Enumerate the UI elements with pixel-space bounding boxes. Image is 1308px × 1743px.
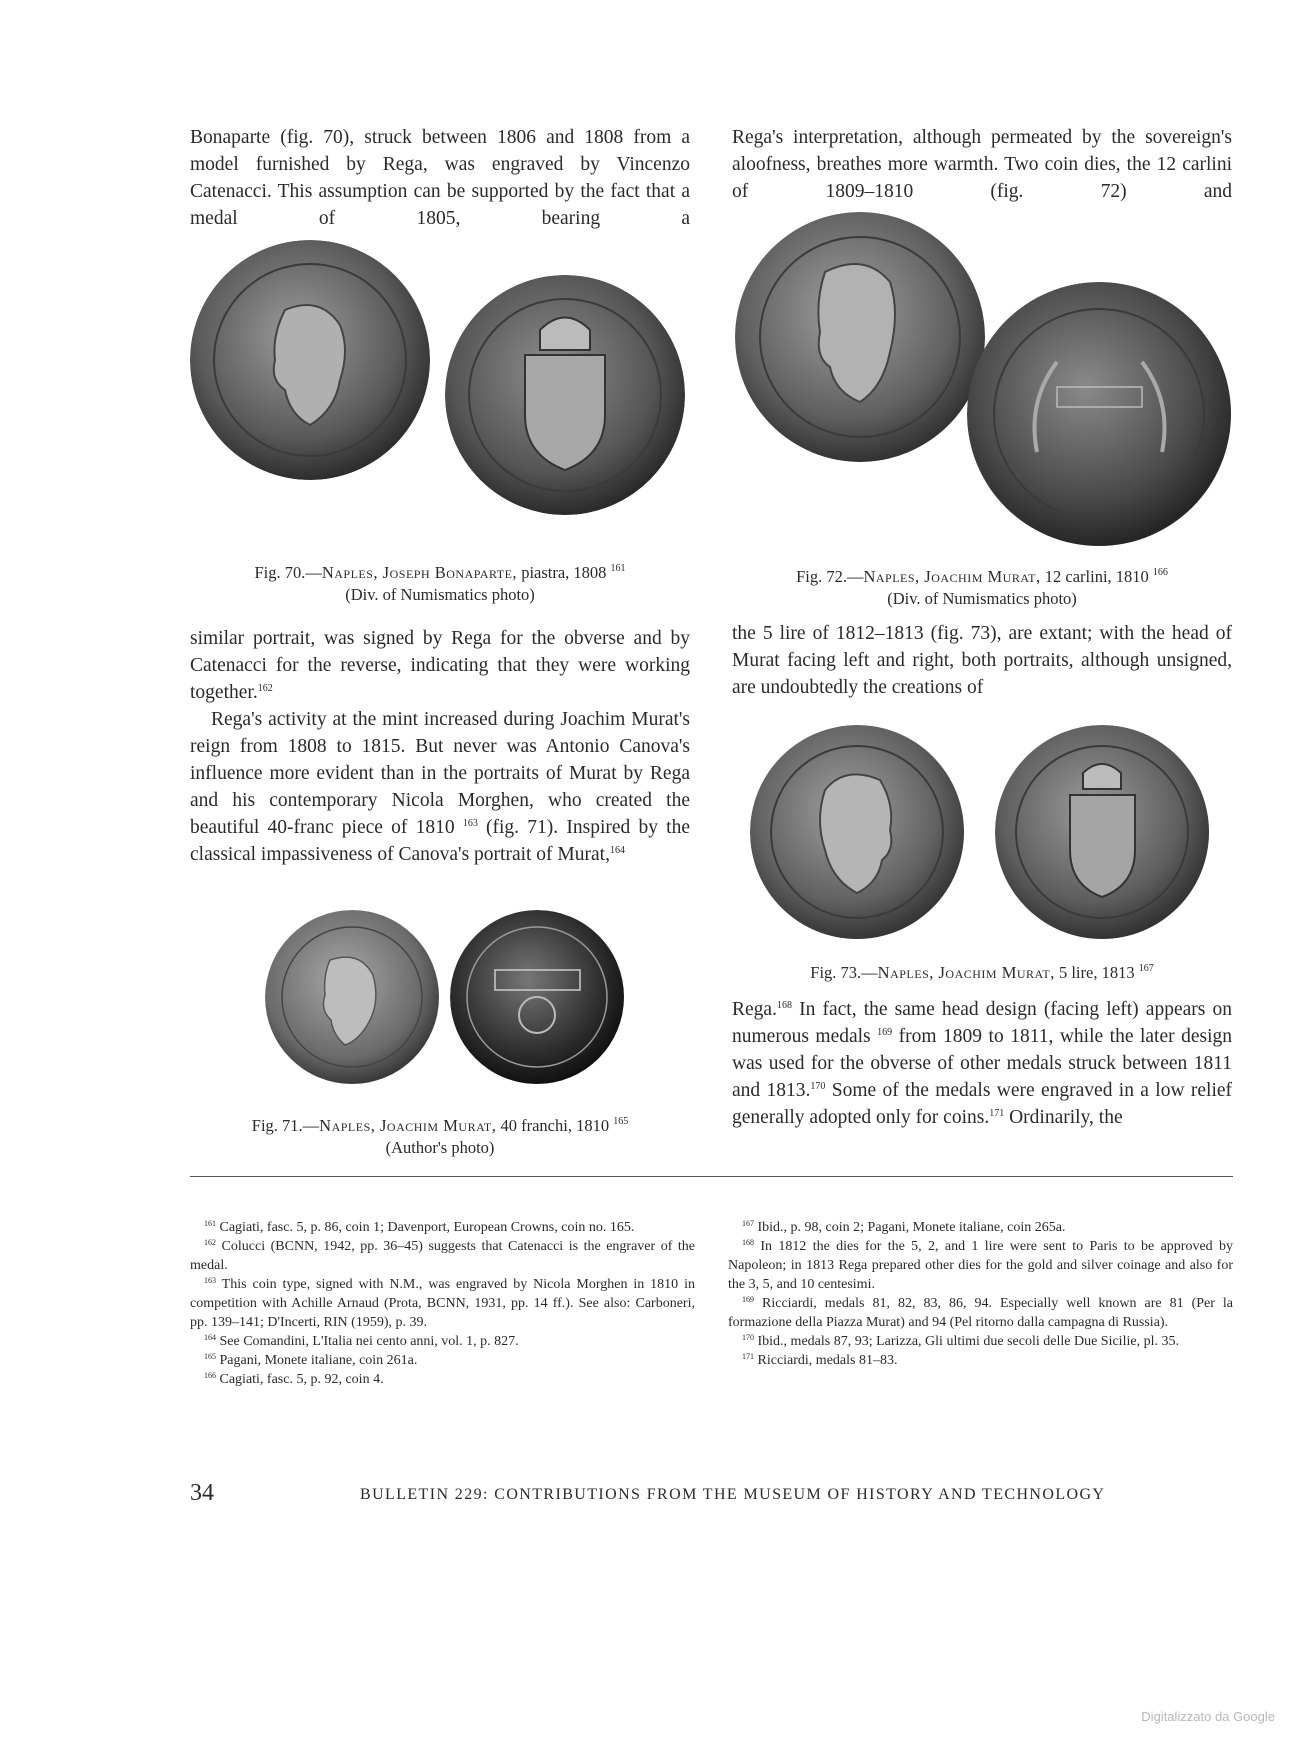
footnote <box>190 1275 695 1332</box>
footnote-number: 170 <box>742 1333 754 1342</box>
footnote-text: Pagani, Monete italiane, coin 261a. <box>219 1353 418 1368</box>
footnote-ref: 169 <box>877 1027 893 1038</box>
figure-72-caption <box>732 566 1232 610</box>
body-paragraph: similar portrait, was signed by Rega for the obverse and by Catenacci for the reverse, indicating that they were working together.$^{162}$ <box>190 628 690 703</box>
footnotes-left <box>190 1218 695 1389</box>
footnote-number: 166 <box>204 1371 216 1380</box>
caption-desc: 5 lire, 1813 <box>1058 963 1135 982</box>
body-paragraph: the 5 lire of 1812–1813 (fig. 73), are extant; with the head of Murat facing left and right, both portraits, although unsigned, are undoubtedly the creations of <box>732 623 1232 698</box>
running-footer: BULLETIN 229: CONTRIBUTIONS FROM THE MUSEUM OF HISTORY AND TECHNOLOGY <box>360 1486 1106 1503</box>
footnote-ref: 171 <box>989 1108 1005 1119</box>
footnote-number: 168 <box>742 1238 754 1247</box>
coin-obverse-image <box>735 212 985 462</box>
footnote <box>190 1332 695 1351</box>
caption-desc: 40 franchi, 1810 <box>500 1116 610 1135</box>
caption-place: Naples, Joachim Murat, <box>877 963 1055 982</box>
page-number: 34 <box>190 1480 214 1506</box>
footnote <box>728 1294 1233 1332</box>
footnote <box>728 1237 1233 1294</box>
body-paragraph: Rega.$^{168}$ In fact, the same head design (facing left) appears on numerous medals $^{169}$ from 1809 to 1811, while the later design was used for the obverse of other medals struck between 1811 and 1813.$^{170}$ Some of the medals were engraved in a low relief generally adopted only for coins.$^{171}$ Ordinarily, the <box>732 999 1233 1128</box>
caption-prefix: Fig. 73.— <box>810 963 878 982</box>
footnote <box>190 1218 695 1237</box>
body-paragraph: Rega's activity at the mint increased during Joachim Murat's reign from 1808 to 1815. But never was Antonio Canova's influence more evident than in the portraits of Murat by Rega and his contemporary Nicola Morghen, who created the beautiful 40-franc piece of 1810 $^{163}$ (fig. 71). Inspired by the classical impassiveness of Canova's portrait of Murat,$^{164}$ <box>190 709 691 865</box>
figure-73-caption <box>732 962 1232 984</box>
footnote-ref: 162 <box>257 683 273 694</box>
coin-reverse-image <box>995 725 1210 940</box>
footnotes-right <box>728 1218 1233 1370</box>
footnote-ref: 168 <box>776 1000 792 1011</box>
caption-ref: 165 <box>613 1116 629 1127</box>
footnote-text: See Comandini, L'Italia nei cento anni, vol. 1, p. 827. <box>219 1334 519 1349</box>
figure-71 <box>265 910 625 1090</box>
footnote-text: This coin type, signed with N.M., was engraved by Nicola Morghen in 1810 in competition with Achille Arnaud (Prota, BCNN, 1931, pp. 14 ff.). See also: Carboneri, pp. 139–141; D'Incerti, RIN (1959), p. 39. <box>190 1277 695 1330</box>
coin-reverse-image <box>450 910 625 1085</box>
figure-72 <box>735 212 1235 552</box>
left-column-top <box>190 124 690 232</box>
footnote <box>728 1332 1233 1351</box>
footnote-ref: 164 <box>609 845 625 856</box>
footnote <box>728 1351 1233 1370</box>
footnote <box>190 1351 695 1370</box>
footnote <box>190 1237 695 1275</box>
caption-prefix: Fig. 72.— <box>796 567 864 586</box>
figure-71-caption <box>190 1115 690 1159</box>
footnote-text: Cagiati, fasc. 5, p. 86, coin 1; Davenport, European Crowns, coin no. 165. <box>219 1220 635 1235</box>
caption-place: Naples, Joseph Bonaparte, <box>321 563 518 582</box>
figure-73 <box>750 725 1215 945</box>
footnote-divider <box>190 1176 1233 1177</box>
caption-ref: 167 <box>1138 963 1154 974</box>
caption-ref: 166 <box>1152 567 1168 578</box>
footnote-text: Ricciardi, medals 81, 82, 83, 86, 94. Especially well known are 81 (Per la formazione della Piazza Murat) and 94 (Pel ritorno dalla campagna di Russia). <box>728 1296 1233 1330</box>
right-column-top <box>732 124 1232 205</box>
coin-obverse-image <box>190 240 430 480</box>
body-paragraph: Rega's interpretation, although permeated by the sovereign's aloofness, breathes more warmth. Two coin dies, the 12 carlini of 1809–1810 (fig. 72) and <box>732 127 1232 202</box>
footnote-text: Ibid., p. 98, coin 2; Pagani, Monete italiane, coin 265a. <box>757 1220 1066 1235</box>
right-column-bottom <box>732 996 1232 1131</box>
caption-credit: (Div. of Numismatics photo) <box>345 585 535 604</box>
footnote-number: 162 <box>204 1238 216 1247</box>
caption-place: Naples, Joachim Murat, <box>863 567 1041 586</box>
footnote-number: 171 <box>742 1352 754 1361</box>
caption-desc: 12 carlini, 1810 <box>1044 567 1149 586</box>
caption-prefix: Fig. 70.— <box>254 563 322 582</box>
footnote-text: Ibid., medals 87, 93; Larizza, Gli ultimi due secoli delle Due Sicilie, pl. 35. <box>757 1334 1179 1349</box>
coin-reverse-image <box>967 282 1232 547</box>
right-column-middle <box>732 620 1232 701</box>
coin-obverse-image <box>750 725 965 940</box>
footnote-text: In 1812 the dies for the 5, 2, and 1 lire were sent to Paris to be approved by Napoleon; in 1813 Rega prepared other dies for the gold and silver coinage and also for the 3, 5, and 10 centesimi. <box>728 1239 1234 1292</box>
footnote-text: Ricciardi, medals 81–83. <box>757 1353 898 1368</box>
watermark: Digitalizzato da Google <box>1141 1709 1275 1724</box>
footnote-number: 161 <box>204 1219 216 1228</box>
footnote <box>728 1218 1233 1237</box>
caption-prefix: Fig. 71.— <box>251 1116 320 1135</box>
footnote <box>190 1370 695 1389</box>
figure-70-caption <box>190 562 690 606</box>
left-column-middle <box>190 625 690 868</box>
figure-70 <box>190 240 690 540</box>
footnote-ref: 170 <box>810 1081 826 1092</box>
footnote-number: 167 <box>742 1219 754 1228</box>
footnote-text: Colucci (BCNN, 1942, pp. 36–45) suggests that Catenacci is the engraver of the medal. <box>190 1239 696 1273</box>
footnote-ref: 163 <box>462 818 478 829</box>
footnote-text: Cagiati, fasc. 5, p. 92, coin 4. <box>219 1372 384 1387</box>
footnote-number: 169 <box>742 1295 754 1304</box>
caption-desc: piastra, 1808 <box>521 563 607 582</box>
footnote-number: 164 <box>204 1333 216 1342</box>
caption-ref: 161 <box>610 563 626 574</box>
footnote-number: 163 <box>204 1276 216 1285</box>
coin-obverse-image <box>265 910 440 1085</box>
caption-credit: (Div. of Numismatics photo) <box>887 589 1077 608</box>
caption-place: Naples, Joachim Murat, <box>319 1116 497 1135</box>
footnote-number: 165 <box>204 1352 216 1361</box>
coin-reverse-image <box>445 275 685 515</box>
body-paragraph: Bonaparte (fig. 70), struck between 1806 and 1808 from a model furnished by Rega, was engraved by Vincenzo Catenacci. This assumption can be supported by the fact that a medal of 1805, bearing a <box>190 127 690 229</box>
caption-credit: (Author's photo) <box>385 1138 495 1157</box>
